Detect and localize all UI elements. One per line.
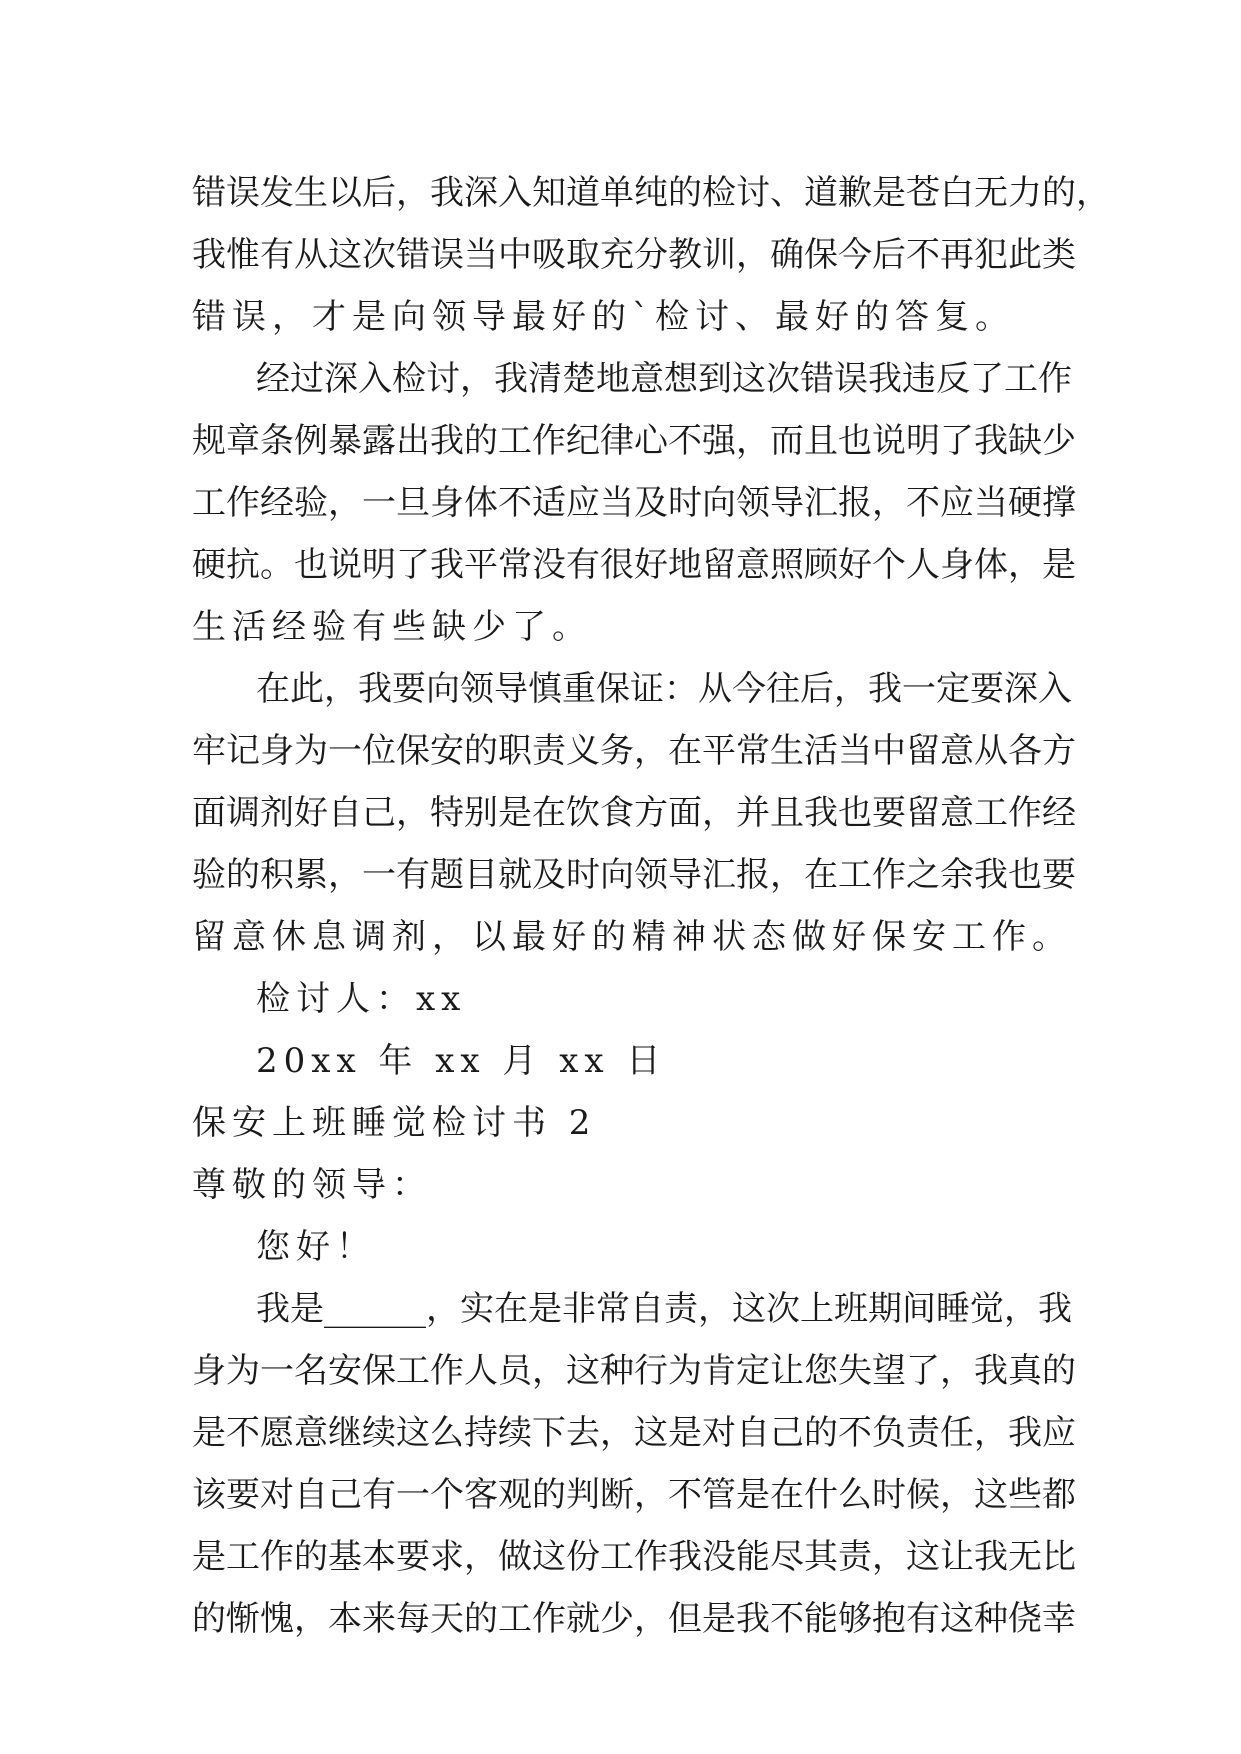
text-line: 硬抗。也说明了我平常没有很好地留意照顾好个人身体，是 — [192, 545, 1076, 585]
text-line: 面调剂好自己，特别是在饮食方面，并且我也要留意工作经 — [192, 793, 1076, 833]
text-line: 身为一名安保工作人员，这种行为肯定让您失望了，我真的 — [192, 1351, 1076, 1391]
text-line: 经过深入检讨，我清楚地意想到这次错误我违反了工作 — [256, 359, 1072, 399]
text-line: 工作经验，一旦身体不适应当及时向领导汇报，不应当硬撑 — [192, 483, 1076, 523]
text-line: 错误发生以后，我深入知道单纯的检讨、道歉是苍白无力的， — [192, 173, 1110, 213]
text-line: 的惭愧，本来每天的工作就少，但是我不能够抱有这种侥幸 — [192, 1599, 1076, 1639]
text-line: 我是______，实在是非常自责，这次上班期间睡觉，我 — [256, 1289, 1072, 1329]
text-line: 是工作的基本要求，做这份工作我没能尽其责，这让我无比 — [192, 1537, 1076, 1577]
text-line: 错误，才是向领导最好的`检讨、最好的答复。 — [192, 297, 1015, 337]
text-line: 生活经验有些缺少了。 — [192, 607, 592, 647]
document-page — [192, 162, 1110, 1650]
text-line: 在此，我要向领导慎重保证：从今往后，我一定要深入 — [256, 669, 1072, 709]
text-line: 留意休息调剂，以最好的精神状态做好保安工作。 — [192, 917, 1072, 957]
text-line: 是不愿意继续这么持续下去，这是对自己的不负责任，我应 — [192, 1413, 1076, 1453]
text-line: 尊敬的领导： — [192, 1165, 432, 1205]
text-line: 验的积累，一有题目就及时向领导汇报，在工作之余我也要 — [192, 855, 1076, 895]
text-line: 牢记身为一位保安的职责义务，在平常生活当中留意从各方 — [192, 731, 1076, 771]
text-line: 20xx 年 xx 月 xx 日 — [256, 1041, 667, 1081]
text-line: 我惟有从这次错误当中吸取充分教训，确保今后不再犯此类 — [192, 235, 1076, 275]
text-line: 您好！ — [256, 1227, 376, 1267]
text-line: 保安上班睡觉检讨书 2 — [192, 1103, 597, 1143]
text-line: 规章条例暴露出我的工作纪律心不强，而且也说明了我缺少 — [192, 421, 1076, 461]
text-line: 检讨人：xx — [256, 979, 467, 1019]
text-line: 该要对自己有一个客观的判断，不管是在什么时候，这些都 — [192, 1475, 1076, 1515]
